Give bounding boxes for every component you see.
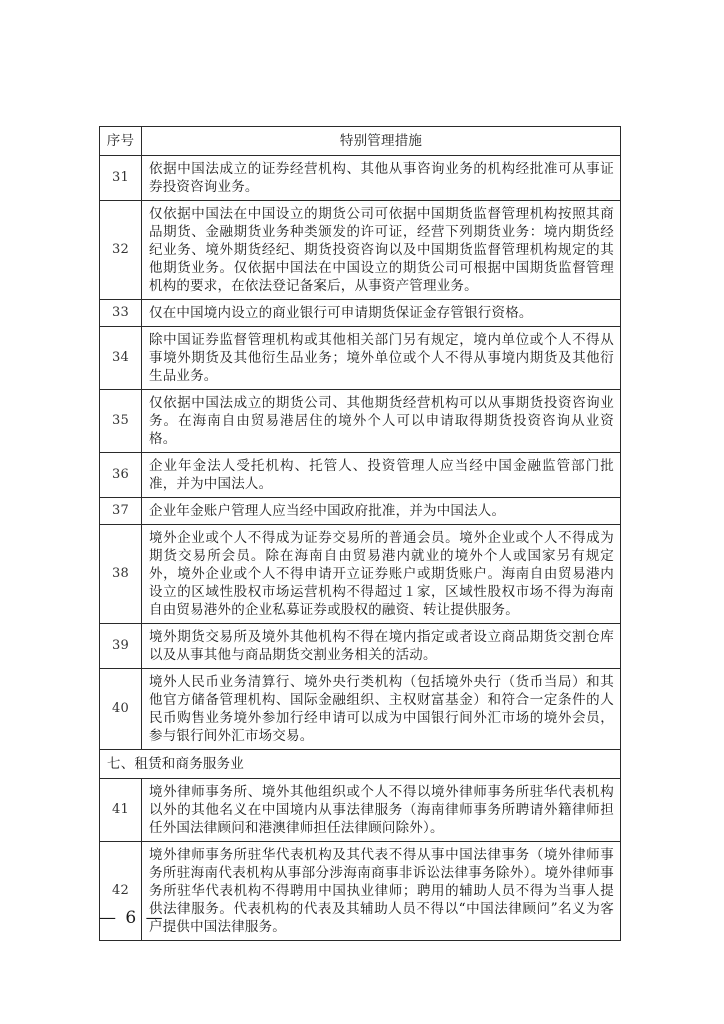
row-number: 31: [100, 156, 142, 201]
row-number: 40: [100, 669, 142, 750]
row-number: 32: [100, 201, 142, 300]
measures-table-container: [99, 126, 620, 941]
row-number: 35: [100, 390, 142, 453]
row-text: 仅依据中国法成立的期货公司、其他期货经营机构可以从事期货投资咨询业务。在海南自由贸易港居住的境外个人可以申请取得期货投资咨询从业资格。: [142, 390, 621, 453]
row-number: 37: [100, 498, 142, 525]
row-number: 33: [100, 300, 142, 327]
table-row: [100, 525, 621, 624]
row-number: 38: [100, 525, 142, 624]
row-text: 境外律师事务所、境外其他组织或个人不得以境外律师事务所驻华代表机构以外的其他名义在中国境内从事法律服务（海南律师事务所聘请外籍律师担任外国法律顾问和港澳律师担任法律顾问除外）。: [142, 779, 621, 842]
row-text: 企业年金账户管理人应当经中国政府批准，并为中国法人。: [142, 498, 621, 525]
row-number: 34: [100, 327, 142, 390]
page-number: — 6 —: [99, 908, 165, 928]
row-text: 企业年金法人受托机构、托管人、投资管理人应当经中国金融监管部门批准，并为中国法人。: [142, 453, 621, 498]
row-number: 39: [100, 624, 142, 669]
table-row: [100, 624, 621, 669]
row-text: 境外律师事务所驻华代表机构及其代表不得从事中国法律事务（境外律师事务所驻海南代表机构从事部分涉海南商事非诉讼法律事务除外）。境外律师事务所驻华代表机构不得聘用中国执业律师；聘用的辅助人员不得为当事人提供法律服务。代表机构的代表及其辅助人员不得以“中国法律顾问”名义为客户提供中国法律服务。: [142, 842, 621, 941]
table-row: [100, 390, 621, 453]
table-row: [100, 453, 621, 498]
row-text: 除中国证券监督管理机构或其他相关部门另有规定，境内单位或个人不得从事境外期货及其他衍生品业务；境外单位或个人不得从事境内期货及其他衍生品业务。: [142, 327, 621, 390]
row-text: 仅依据中国法在中国设立的期货公司可依据中国期货监督管理机构按照其商品期货、金融期货业务种类颁发的许可证，经营下列期货业务：境内期货经纪业务、境外期货经纪、期货投资咨询以及中国期货监督管理机构规定的其他期货业务。仅依据中国法在中国设立的期货公司可根据中国期货监督管理机构的要求，在依法登记备案后，从事资产管理业务。: [142, 201, 621, 300]
table-row: [100, 327, 621, 390]
header-special-measures: 特别管理措施: [142, 127, 621, 156]
table-row: [100, 779, 621, 842]
row-number: 41: [100, 779, 142, 842]
table-row: [100, 156, 621, 201]
row-number: 42: [100, 842, 142, 941]
table-row: [100, 842, 621, 941]
special-measures-table: [99, 126, 621, 941]
table-row: [100, 201, 621, 300]
table-row: [100, 498, 621, 525]
section-heading-row: [100, 750, 621, 779]
section-heading: 七、租赁和商务服务业: [100, 750, 621, 779]
row-text: 依据中国法成立的证券经营机构、其他从事咨询业务的机构经批准可从事证券投资咨询业务。: [142, 156, 621, 201]
row-text: 境外期货交易所及境外其他机构不得在境内指定或者设立商品期货交割仓库以及从事其他与商品期货交割业务相关的活动。: [142, 624, 621, 669]
table-row: [100, 300, 621, 327]
header-serial-number: 序号: [100, 127, 142, 156]
row-text: 境外人民币业务清算行、境外央行类机构（包括境外央行（货币当局）和其他官方储备管理机构、国际金融组织、主权财富基金）和符合一定条件的人民币购售业务境外参加行经申请可以成为中国银行间外汇市场的境外会员，参与银行间外汇市场交易。: [142, 669, 621, 750]
table-header-row: [100, 127, 621, 156]
row-text: 境外企业或个人不得成为证券交易所的普通会员。境外企业或个人不得成为期货交易所会员。除在海南自由贸易港内就业的境外个人或国家另有规定外，境外企业或个人不得申请开立证券账户或期货账户。海南自由贸易港内设立的区域性股权市场运营机构不得超过１家，区域性股权市场不得为海南自由贸易港外的企业私募证券或股权的融资、转让提供服务。: [142, 525, 621, 624]
row-number: 36: [100, 453, 142, 498]
table-row: [100, 669, 621, 750]
row-text: 仅在中国境内设立的商业银行可申请期货保证金存管银行资格。: [142, 300, 621, 327]
